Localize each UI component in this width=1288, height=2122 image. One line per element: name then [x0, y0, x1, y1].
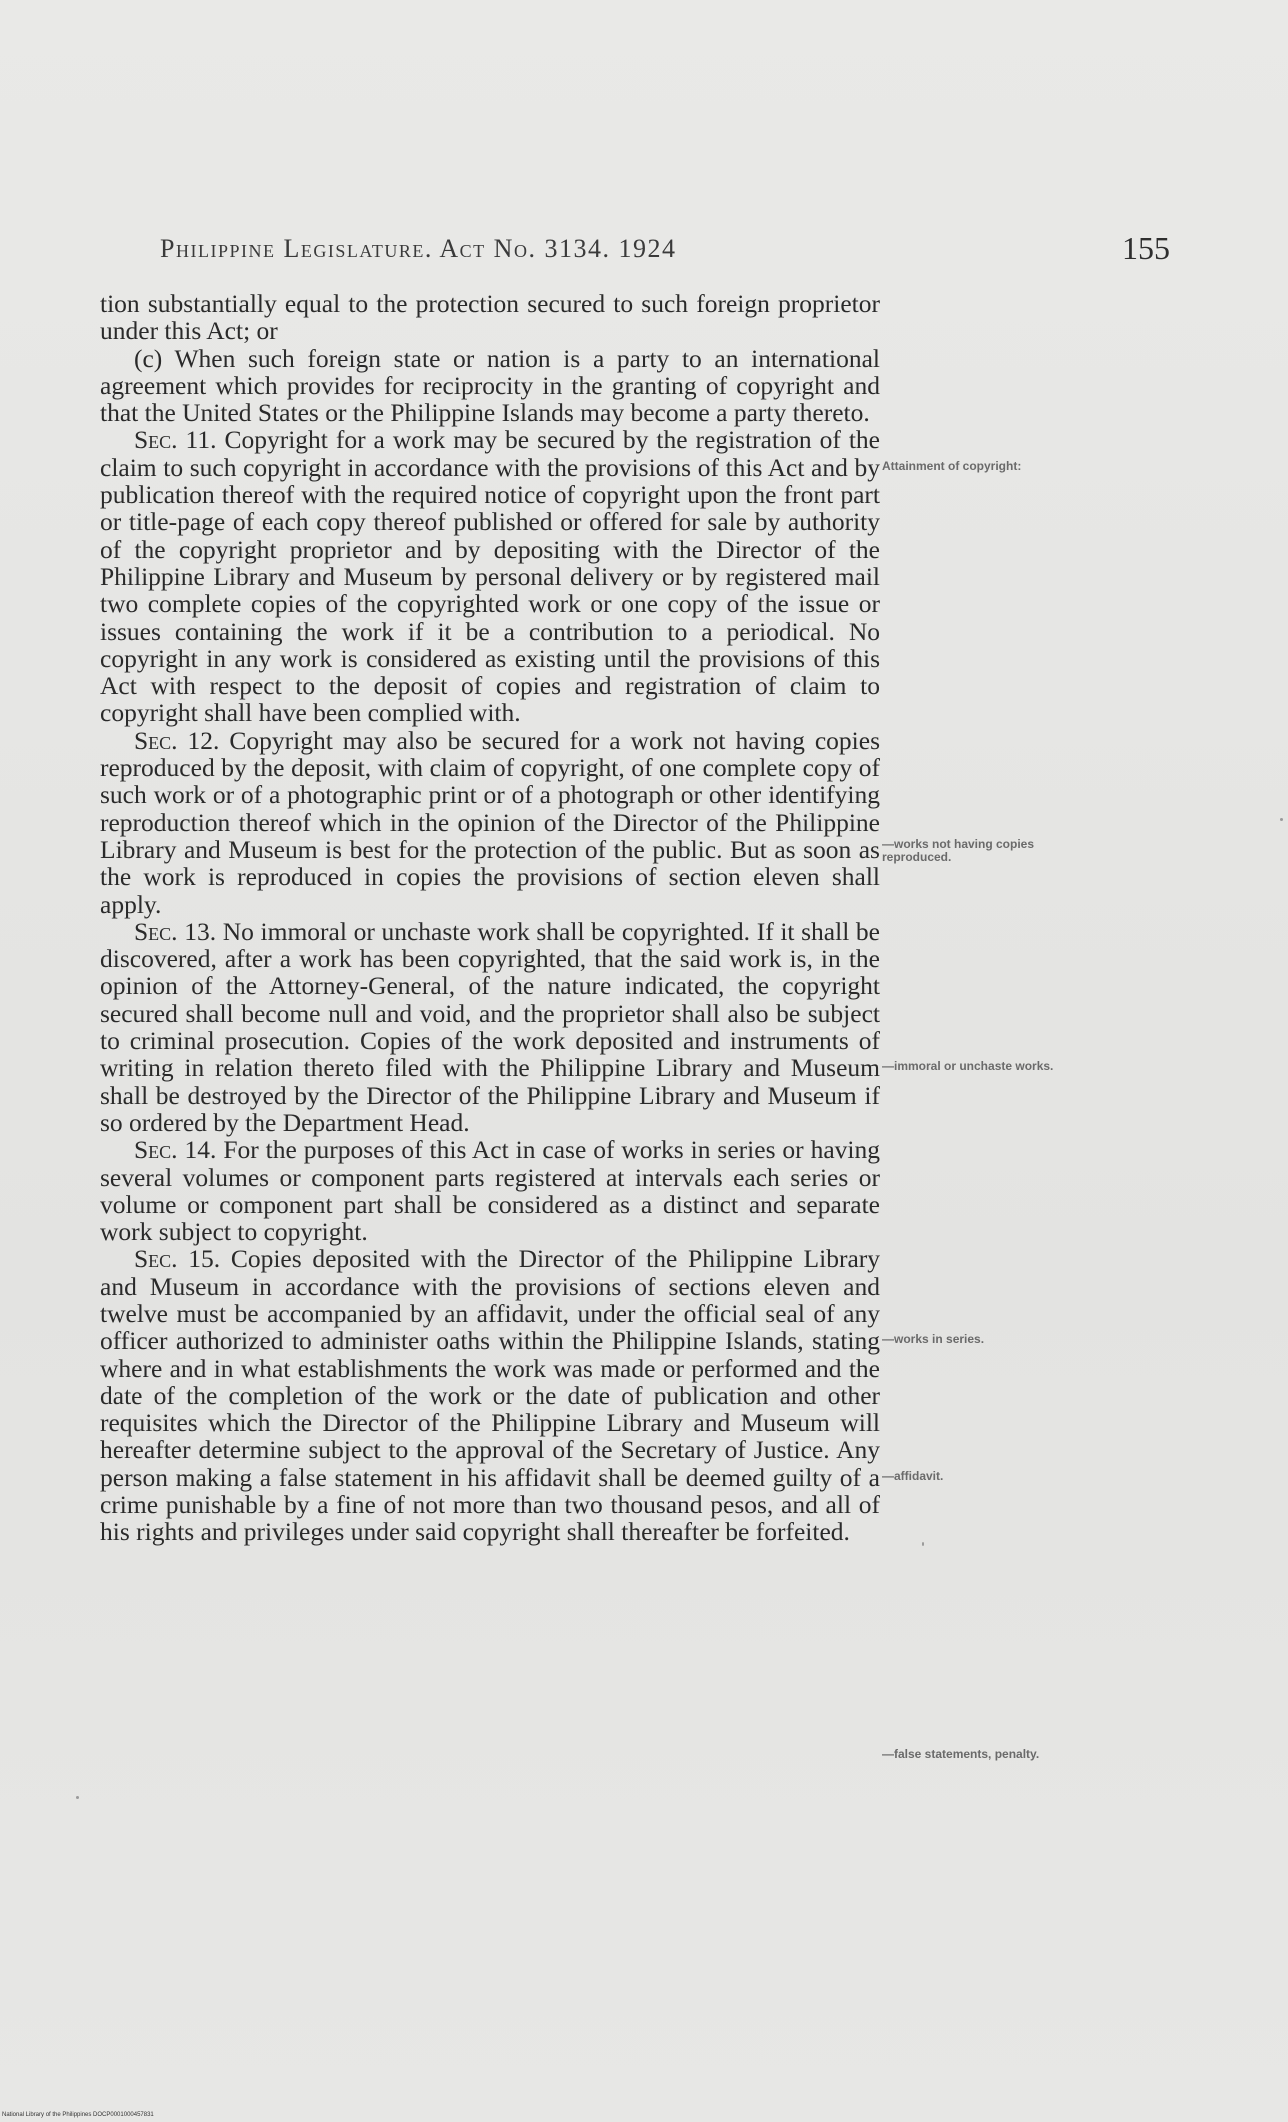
paper-speck — [922, 1542, 924, 1546]
section-label: Sec. 11. — [134, 425, 217, 455]
paragraph-continuation — [100, 290, 880, 345]
paragraph-clause-c — [100, 345, 880, 427]
paragraph-sec-14 — [100, 1136, 880, 1245]
section-label: Sec. 14. — [134, 1135, 217, 1165]
paragraph-text: No immoral or unchaste work shall be copyrighted. If it shall be discovered, after a work has been copyrighted, that the said work is, in the opinion of the Attorney-General, of the nature indicated, the copyright secured shall become null and void, and the proprietor shall also be subject to criminal prosecution. Copies of the work deposited and instruments of writing in relation thereto filed with the Philippine Library and Museum shall be destroyed by the Director of the Philippine Library and Museum if so ordered by the Department Head. — [100, 916, 881, 1137]
page-number: 155 — [1122, 230, 1170, 266]
margin-note-false-statements: —false statements, penalty. — [882, 1747, 1040, 1761]
body-text — [100, 290, 880, 1546]
margin-note-works-in-series: —works in series. — [882, 1332, 985, 1346]
paragraph-sec-13 — [100, 918, 880, 1136]
paragraph-sec-15 — [100, 1245, 880, 1545]
margin-note-immoral-works: —immoral or unchaste works. — [882, 1059, 1054, 1073]
paragraph-text: Copies deposited with the Director of the Philippine Library and Museum in accordance with the provisions of sections eleven and twelve must be accompanied by an affidavit, under the official seal of any officer authorized to administer oaths within the Philippine Islands, stating where and in what establishments the work was made or performed and the date of the completion of the work or the date of publication and other requisites which the Director of the Philippine Library and Museum will hereafter determine subject to the approval of the Secretary of Justice. Any person making a false statement in his affidavit shall be deemed guilty of a crime punishable by a fine of not more than two thousand pesos, and all of his rights and privileges under said copyright shall thereafter be forfeited. — [100, 1244, 881, 1547]
paragraph-text: tion substantially equal to the protection secured to such foreign proprietor under this Act; or — [100, 289, 880, 346]
paragraph-text: (c) When such foreign state or nation is a party to an international agreement which provides for reciprocity in the granting of copyright and that the United States or the Philippine Islands may become a party thereto. — [100, 343, 880, 428]
section-label: Sec. 15. — [134, 1244, 221, 1274]
paragraph-sec-12 — [100, 727, 880, 918]
running-header — [160, 230, 1170, 270]
scan-footer: National Library of the Philippines DOCP0001000457831 — [2, 2112, 154, 2118]
paper-speck — [1280, 818, 1283, 821]
margin-note-works-not-reproduced: —works not having copies reproduced. — [882, 837, 1035, 864]
paper-speck — [76, 1796, 79, 1799]
paragraph-text: Copyright for a work may be secured by the registration of the claim to such copyright in accordance with the provisions of this Act and by publication thereof with the required notice of copyright upon the front part or title-page of each copy thereof published or offered for sale by authority of the copyright proprietor and by depositing with the Director of the Philippine Library and Museum by personal delivery or by registered mail two complete copies of the copyrighted work or one copy of the issue or issues containing the work if it be a contribution to a periodical. No copyright in any work is considered as existing until the provisions of this Act with respect to the deposit of copies and registration of claim to copyright shall have been complied with. — [100, 425, 880, 728]
header-title: Philippine Legislature. Act No. 3134. 1924 — [160, 234, 677, 263]
paragraph-text: For the purposes of this Act in case of works in series or having several volumes or component parts registered at intervals each series or volume or component part shall be considered as a distinct and separate work subject to copyright. — [100, 1135, 880, 1247]
margin-note-attainment: Attainment of copyright: — [882, 459, 1022, 473]
margin-note-affidavit: —affidavit. — [882, 1469, 944, 1483]
paragraph-text: Copyright may also be secured for a work not having copies reproduced by the deposit, with claim of copyright, of one complete copy of such work or of a photographic print or of a photograph or other identifying reproduction thereof which in the opinion of the Director of the Philippine Library and Museum is best for the protection of the public. But as soon as the work is reproduced in copies the provisions of section eleven shall apply. — [100, 725, 880, 919]
section-label: Sec. 12. — [134, 725, 220, 755]
section-label: Sec. 13. — [134, 916, 217, 946]
paragraph-sec-11 — [100, 426, 880, 726]
